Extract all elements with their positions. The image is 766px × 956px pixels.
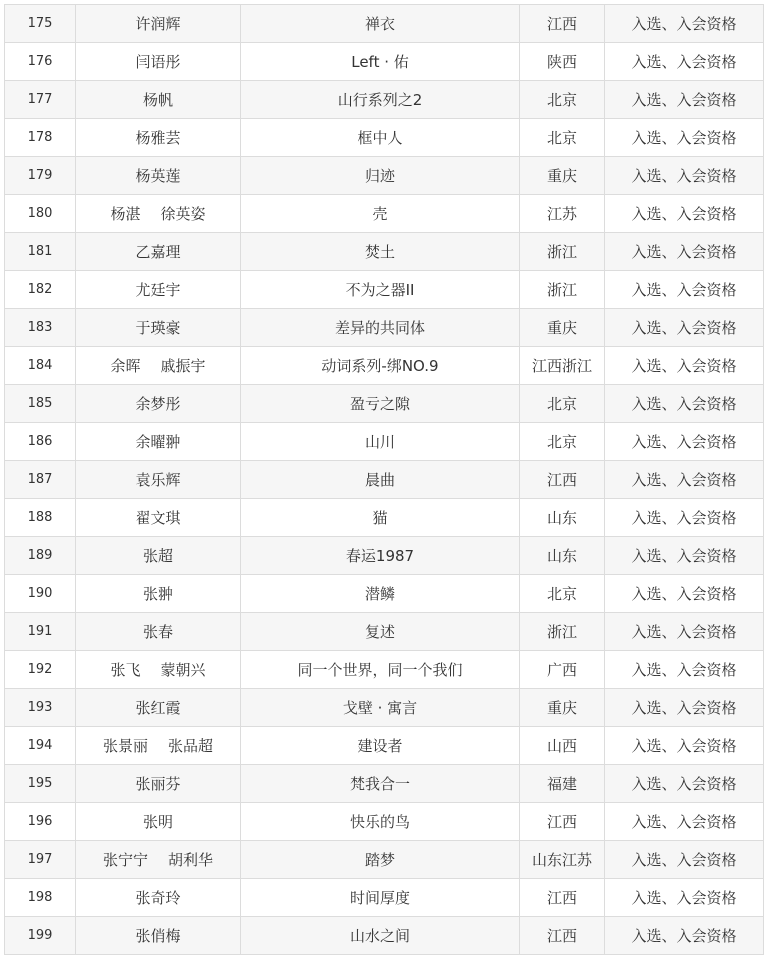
result-status: 入选、入会资格: [605, 803, 764, 841]
author-name: 张明: [142, 813, 173, 831]
result-status: 入选、入会资格: [605, 917, 764, 955]
work-title: 猫: [241, 499, 520, 537]
results-table-body: [5, 5, 764, 955]
author-name: 翟文琪: [135, 509, 181, 527]
table-row: [5, 195, 764, 233]
region: 陕西: [520, 43, 605, 81]
result-status: 入选、入会资格: [605, 157, 764, 195]
author-names: [76, 271, 241, 309]
result-status: 入选、入会资格: [605, 841, 764, 879]
author-names: [76, 537, 241, 575]
region: 福建: [520, 765, 605, 803]
author-names: [76, 841, 241, 879]
author-names: [76, 423, 241, 461]
result-status: 入选、入会资格: [605, 613, 764, 651]
table-row: [5, 385, 764, 423]
table-row: [5, 575, 764, 613]
result-status: 入选、入会资格: [605, 575, 764, 613]
entry-number: 178: [5, 119, 76, 157]
result-status: 入选、入会资格: [605, 651, 764, 689]
region: 江西: [520, 879, 605, 917]
result-status: 入选、入会资格: [605, 195, 764, 233]
work-title: 同一个世界，同一个我们: [241, 651, 520, 689]
entry-number: 188: [5, 499, 76, 537]
author-names: [76, 195, 241, 233]
author-name: 张宁宁: [102, 851, 148, 869]
entry-number: 177: [5, 81, 76, 119]
results-table: [4, 4, 764, 955]
work-title: 差异的共同体: [241, 309, 520, 347]
author-names: [76, 461, 241, 499]
work-title: 山川: [241, 423, 520, 461]
work-title: 禅衣: [241, 5, 520, 43]
table-row: [5, 423, 764, 461]
entry-number: 198: [5, 879, 76, 917]
author-names: [76, 613, 241, 651]
entry-number: 176: [5, 43, 76, 81]
region: 浙江: [520, 613, 605, 651]
result-status: 入选、入会资格: [605, 423, 764, 461]
entry-number: 191: [5, 613, 76, 651]
work-title: 山行系列之2: [241, 81, 520, 119]
entry-number: 190: [5, 575, 76, 613]
entry-number: 182: [5, 271, 76, 309]
work-title: Left · 佑: [241, 43, 520, 81]
author-name: 杨雅芸: [135, 129, 181, 147]
author-name: 杨湛: [110, 205, 141, 223]
author-names: [76, 651, 241, 689]
table-row: [5, 651, 764, 689]
entry-number: 192: [5, 651, 76, 689]
table-row: [5, 43, 764, 81]
author-name: 徐英姿: [160, 205, 206, 223]
region: 重庆: [520, 157, 605, 195]
author-name: 张红霞: [135, 699, 181, 717]
entry-number: 195: [5, 765, 76, 803]
table-row: [5, 689, 764, 727]
author-name: 杨帆: [142, 91, 173, 109]
work-title: 建设者: [241, 727, 520, 765]
table-row: [5, 233, 764, 271]
work-title: 复述: [241, 613, 520, 651]
table-row: [5, 879, 764, 917]
author-name: 余晖: [110, 357, 141, 375]
table-row: [5, 765, 764, 803]
region: 山东江苏: [520, 841, 605, 879]
table-row: [5, 841, 764, 879]
entry-number: 194: [5, 727, 76, 765]
table-row: [5, 499, 764, 537]
entry-number: 197: [5, 841, 76, 879]
author-names: [76, 803, 241, 841]
work-title: 潜鳞: [241, 575, 520, 613]
author-name: 闫语彤: [135, 53, 181, 71]
author-name: 张景丽: [102, 737, 148, 755]
work-title: 春运1987: [241, 537, 520, 575]
result-status: 入选、入会资格: [605, 43, 764, 81]
region: 江西: [520, 917, 605, 955]
region: 北京: [520, 119, 605, 157]
result-status: 入选、入会资格: [605, 5, 764, 43]
author-names: [76, 43, 241, 81]
author-names: [76, 727, 241, 765]
author-names: [76, 879, 241, 917]
region: 北京: [520, 385, 605, 423]
work-title: 壳: [241, 195, 520, 233]
region: 江西: [520, 803, 605, 841]
table-row: [5, 727, 764, 765]
result-status: 入选、入会资格: [605, 689, 764, 727]
table-row: [5, 81, 764, 119]
table-row: [5, 157, 764, 195]
table-row: [5, 803, 764, 841]
entry-number: 185: [5, 385, 76, 423]
table-row: [5, 271, 764, 309]
result-status: 入选、入会资格: [605, 119, 764, 157]
result-status: 入选、入会资格: [605, 309, 764, 347]
table-row: [5, 613, 764, 651]
region: 浙江: [520, 233, 605, 271]
entry-number: 180: [5, 195, 76, 233]
region: 江西: [520, 5, 605, 43]
author-name: 戚振宇: [160, 357, 206, 375]
result-status: 入选、入会资格: [605, 727, 764, 765]
entry-number: 186: [5, 423, 76, 461]
entry-number: 199: [5, 917, 76, 955]
region: 重庆: [520, 309, 605, 347]
author-names: [76, 499, 241, 537]
result-status: 入选、入会资格: [605, 879, 764, 917]
author-names: [76, 157, 241, 195]
work-title: 晨曲: [241, 461, 520, 499]
work-title: 快乐的鸟: [241, 803, 520, 841]
entry-number: 184: [5, 347, 76, 385]
results-table-container: [4, 4, 764, 955]
entry-number: 181: [5, 233, 76, 271]
result-status: 入选、入会资格: [605, 385, 764, 423]
table-row: [5, 537, 764, 575]
result-status: 入选、入会资格: [605, 537, 764, 575]
entry-number: 193: [5, 689, 76, 727]
author-name: 张翀: [142, 585, 173, 603]
work-title: 戈壁 · 寓言: [241, 689, 520, 727]
work-title: 归迹: [241, 157, 520, 195]
region: 浙江: [520, 271, 605, 309]
author-name: 张丽芬: [135, 775, 181, 793]
result-status: 入选、入会资格: [605, 81, 764, 119]
region: 广西: [520, 651, 605, 689]
work-title: 梵我合一: [241, 765, 520, 803]
table-row: [5, 347, 764, 385]
author-name: 于瑛豪: [135, 319, 181, 337]
entry-number: 187: [5, 461, 76, 499]
author-name: 张春: [142, 623, 173, 641]
author-names: [76, 233, 241, 271]
entry-number: 196: [5, 803, 76, 841]
work-title: 踏梦: [241, 841, 520, 879]
region: 江苏: [520, 195, 605, 233]
author-names: [76, 575, 241, 613]
author-name: 杨英莲: [135, 167, 181, 185]
author-names: [76, 5, 241, 43]
author-name: 乙嘉理: [135, 243, 181, 261]
author-names: [76, 765, 241, 803]
work-title: 盈亏之隙: [241, 385, 520, 423]
region: 江西: [520, 461, 605, 499]
region: 重庆: [520, 689, 605, 727]
entry-number: 183: [5, 309, 76, 347]
author-names: [76, 385, 241, 423]
author-name: 蒙朝兴: [160, 661, 206, 679]
author-names: [76, 119, 241, 157]
result-status: 入选、入会资格: [605, 499, 764, 537]
author-name: 张奇玲: [135, 889, 181, 907]
result-status: 入选、入会资格: [605, 765, 764, 803]
result-status: 入选、入会资格: [605, 461, 764, 499]
region: 江西浙江: [520, 347, 605, 385]
author-name: 袁乐辉: [135, 471, 181, 489]
work-title: 动词系列-绑NO.9: [241, 347, 520, 385]
entry-number: 189: [5, 537, 76, 575]
result-status: 入选、入会资格: [605, 347, 764, 385]
table-row: [5, 119, 764, 157]
author-names: [76, 917, 241, 955]
work-title: 焚土: [241, 233, 520, 271]
author-name: 张品超: [168, 737, 214, 755]
table-row: [5, 917, 764, 955]
region: 北京: [520, 81, 605, 119]
author-name: 张飞: [110, 661, 141, 679]
table-row: [5, 5, 764, 43]
author-name: 尤廷宇: [135, 281, 181, 299]
region: 山西: [520, 727, 605, 765]
author-name: 张俏梅: [135, 927, 181, 945]
entry-number: 179: [5, 157, 76, 195]
region: 山东: [520, 537, 605, 575]
author-name: 余曜翀: [135, 433, 181, 451]
region: 山东: [520, 499, 605, 537]
result-status: 入选、入会资格: [605, 233, 764, 271]
work-title: 框中人: [241, 119, 520, 157]
author-names: [76, 347, 241, 385]
region: 北京: [520, 575, 605, 613]
table-row: [5, 461, 764, 499]
work-title: 时间厚度: [241, 879, 520, 917]
result-status: 入选、入会资格: [605, 271, 764, 309]
top-crop-edge: [0, 0, 766, 4]
author-name: 许润辉: [135, 15, 181, 33]
author-names: [76, 81, 241, 119]
work-title: 山水之间: [241, 917, 520, 955]
author-names: [76, 309, 241, 347]
author-name: 余梦彤: [135, 395, 181, 413]
work-title: 不为之器II: [241, 271, 520, 309]
region: 北京: [520, 423, 605, 461]
table-row: [5, 309, 764, 347]
author-names: [76, 689, 241, 727]
author-name: 胡利华: [168, 851, 214, 869]
entry-number: 175: [5, 5, 76, 43]
author-name: 张超: [142, 547, 173, 565]
